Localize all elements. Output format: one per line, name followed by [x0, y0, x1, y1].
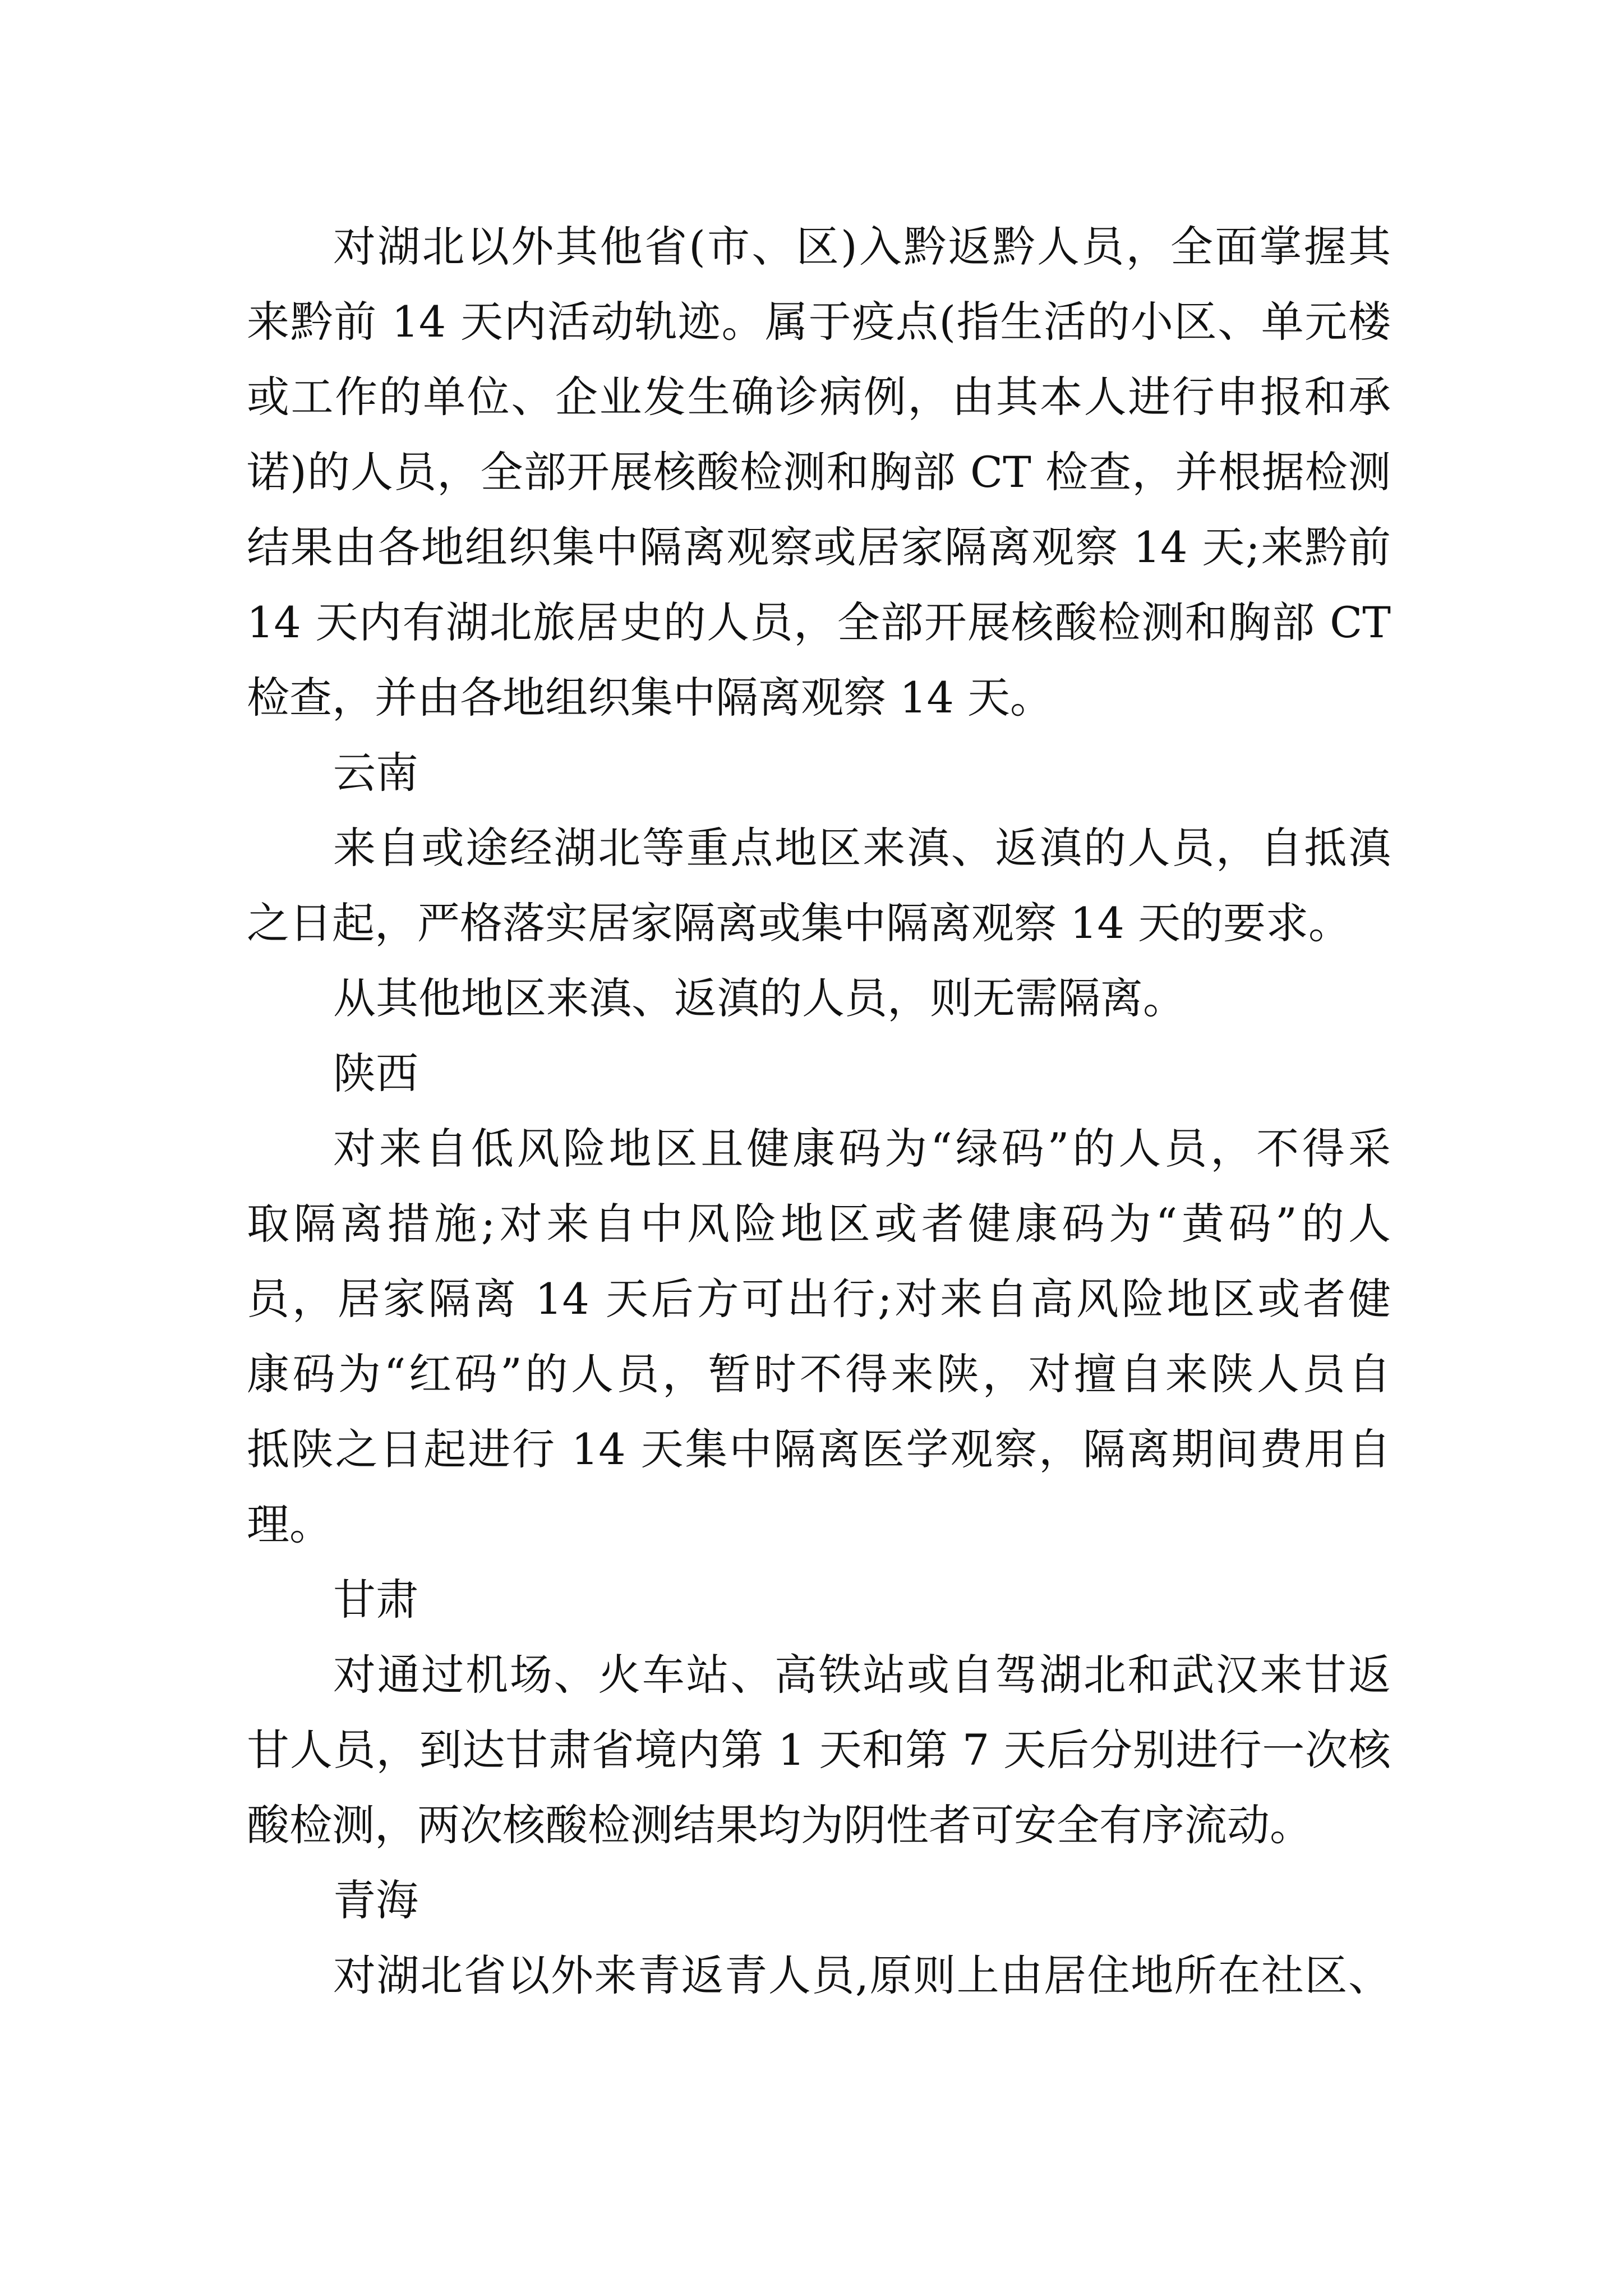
paragraph-line: 检查，并由各地组织集中隔离观察 14 天。: [247, 673, 1053, 723]
paragraph-line: 康码为“红码”的人员，暂时不得来陕，对擅自来陕人员自: [247, 1349, 1391, 1399]
paragraph-line: 之日起，严格落实居家隔离或集中隔离观察 14 天的要求。: [247, 898, 1352, 948]
paragraph-line: 对来自低风险地区且健康码为“绿码”的人员，不得采: [333, 1124, 1391, 1174]
paragraph-line: 对湖北以外其他省(市、区)入黔返黔人员，全面掌握其: [333, 222, 1391, 272]
province-heading-yunnan: 云南: [333, 748, 418, 798]
paragraph-line: 对通过机场、火车站、高铁站或自驾湖北和武汉来甘返: [333, 1650, 1391, 1700]
paragraph-line: 来黔前 14 天内活动轨迹。属于疫点(指生活的小区、单元楼: [247, 297, 1391, 347]
province-heading-shaanxi: 陕西: [333, 1048, 418, 1098]
province-heading-gansu: 甘肃: [333, 1575, 418, 1625]
province-heading-qinghai: 青海: [333, 1875, 418, 1925]
paragraph-line: 取隔离措施;对来自中风险地区或者健康码为“黄码”的人: [247, 1199, 1391, 1249]
paragraph-line: 对湖北省以外来青返青人员,原则上由居住地所在社区、: [333, 1950, 1391, 2000]
paragraph-line: 酸检测，两次核酸检测结果均为阴性者可安全有序流动。: [247, 1800, 1312, 1850]
paragraph-line: 诺)的人员，全部开展核酸检测和胸部 CT 检查，并根据检测: [247, 447, 1391, 497]
paragraph-line: 抵陕之日起进行 14 天集中隔离医学观察，隔离期间费用自: [247, 1424, 1391, 1474]
paragraph-line: 理。: [247, 1499, 332, 1549]
paragraph-line: 员，居家隔离 14 天后方可出行;对来自高风险地区或者健: [247, 1274, 1391, 1324]
paragraph-line: 甘人员，到达甘肃省境内第 1 天和第 7 天后分别进行一次核: [247, 1725, 1391, 1775]
paragraph-line: 来自或途经湖北等重点地区来滇、返滇的人员，自抵滇: [333, 823, 1391, 873]
paragraph-line: 14 天内有湖北旅居史的人员，全部开展核酸检测和胸部 CT: [247, 597, 1391, 647]
paragraph-line: 从其他地区来滇、返滇的人员，则无需隔离。: [333, 973, 1186, 1023]
paragraph-line: 或工作的单位、企业发生确诊病例，由其本人进行申报和承: [247, 372, 1391, 422]
paragraph-line: 结果由各地组织集中隔离观察或居家隔离观察 14 天;来黔前: [247, 522, 1391, 572]
